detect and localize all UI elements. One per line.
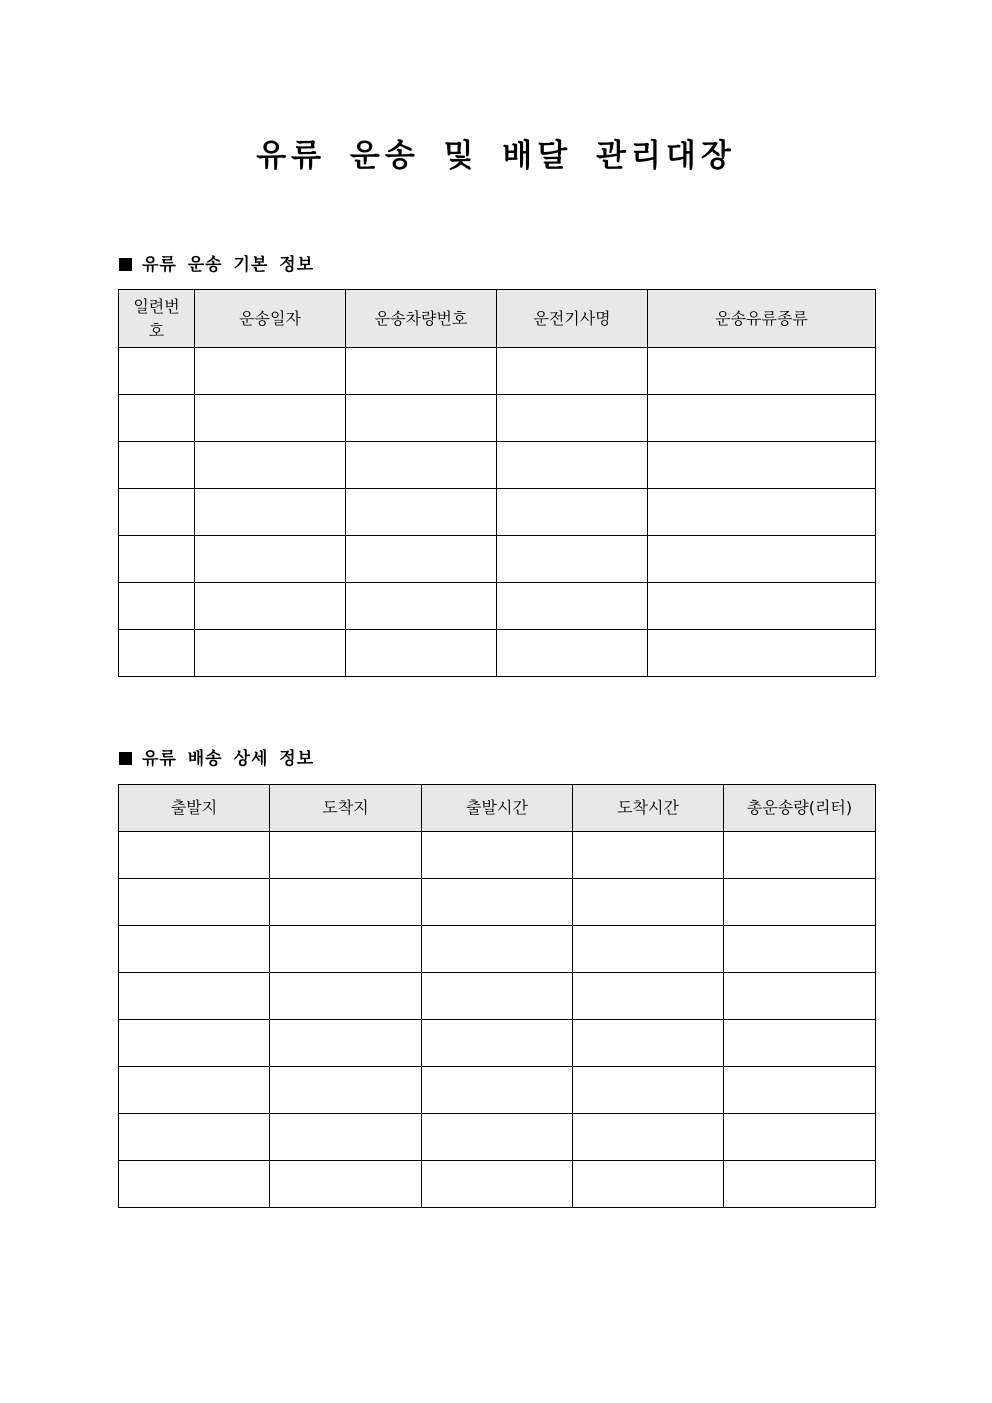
table-cell[interactable]: [195, 442, 346, 489]
table-cell[interactable]: [270, 832, 422, 879]
table-row: [119, 395, 876, 442]
table-cell[interactable]: [724, 926, 876, 973]
table-cell[interactable]: [119, 442, 195, 489]
table-cell[interactable]: [270, 879, 422, 926]
table-cell[interactable]: [270, 926, 422, 973]
section-heading-text: 유류 운송 기본 정보: [142, 255, 315, 275]
table-cell[interactable]: [119, 973, 270, 1020]
delivery-detail-table: [118, 784, 876, 1208]
column-header-total-volume: 총운송량(리터): [724, 785, 876, 832]
table-row: [119, 348, 876, 395]
table-row: [119, 583, 876, 630]
column-header-vehicle-number: 운송차량번호: [346, 290, 497, 348]
table-cell[interactable]: [648, 442, 876, 489]
table-cell[interactable]: [422, 832, 573, 879]
column-header-origin: 출발지: [119, 785, 270, 832]
table-cell[interactable]: [119, 630, 195, 677]
table-cell[interactable]: [119, 1020, 270, 1067]
table-cell[interactable]: [119, 832, 270, 879]
table-cell[interactable]: [497, 536, 648, 583]
table-cell[interactable]: [497, 583, 648, 630]
table-row: [119, 879, 876, 926]
table-cell[interactable]: [346, 630, 497, 677]
column-header-arrival-time: 도착시간: [573, 785, 724, 832]
table-cell[interactable]: [573, 879, 724, 926]
table-cell[interactable]: [119, 348, 195, 395]
square-bullet-icon: [119, 258, 132, 271]
table-cell[interactable]: [422, 926, 573, 973]
table-cell[interactable]: [648, 395, 876, 442]
square-bullet-icon: [119, 752, 132, 765]
table-cell[interactable]: [270, 1161, 422, 1208]
section-heading-delivery-detail: [119, 747, 314, 771]
table-row: [119, 832, 876, 879]
table-cell[interactable]: [573, 1161, 724, 1208]
table-cell[interactable]: [119, 536, 195, 583]
table-cell[interactable]: [119, 1161, 270, 1208]
table-cell[interactable]: [195, 630, 346, 677]
table-cell[interactable]: [270, 973, 422, 1020]
table-row: [119, 1114, 876, 1161]
section-heading-basic-info: [119, 253, 314, 277]
table-cell[interactable]: [724, 1067, 876, 1114]
table-cell[interactable]: [119, 1067, 270, 1114]
column-header-destination: 도착지: [270, 785, 422, 832]
table-cell[interactable]: [724, 832, 876, 879]
table-cell[interactable]: [497, 348, 648, 395]
table-cell[interactable]: [195, 536, 346, 583]
table-cell[interactable]: [422, 879, 573, 926]
table-cell[interactable]: [573, 1067, 724, 1114]
table-cell[interactable]: [573, 973, 724, 1020]
table-cell[interactable]: [195, 395, 346, 442]
table-cell[interactable]: [119, 1114, 270, 1161]
table-cell[interactable]: [119, 395, 195, 442]
column-header-fuel-type: 운송유류종류: [648, 290, 876, 348]
table-cell[interactable]: [346, 489, 497, 536]
document-title: 유류 운송 및 배달 관리대장: [256, 138, 736, 174]
column-header-departure-time: 출발시간: [422, 785, 573, 832]
table-cell[interactable]: [648, 630, 876, 677]
table-cell[interactable]: [573, 1020, 724, 1067]
table-header-row: [119, 290, 876, 348]
table-cell[interactable]: [648, 583, 876, 630]
table-cell[interactable]: [422, 1161, 573, 1208]
table-cell[interactable]: [724, 973, 876, 1020]
table-cell[interactable]: [422, 1114, 573, 1161]
table-cell[interactable]: [573, 926, 724, 973]
table-cell[interactable]: [119, 879, 270, 926]
table-cell[interactable]: [497, 630, 648, 677]
table-cell[interactable]: [422, 1067, 573, 1114]
column-header-serial-number: 일련번호: [119, 290, 195, 348]
table-row: [119, 973, 876, 1020]
table-cell[interactable]: [724, 1114, 876, 1161]
column-header-transport-date: 운송일자: [195, 290, 346, 348]
table-cell[interactable]: [573, 832, 724, 879]
table-cell[interactable]: [497, 395, 648, 442]
table-row: [119, 1161, 876, 1208]
table-cell[interactable]: [195, 348, 346, 395]
table-cell[interactable]: [270, 1114, 422, 1161]
table-row: [119, 1020, 876, 1067]
table-row: [119, 1067, 876, 1114]
table-cell[interactable]: [724, 1020, 876, 1067]
table-cell[interactable]: [648, 348, 876, 395]
table-cell[interactable]: [195, 583, 346, 630]
table-header-row: [119, 785, 876, 832]
table-cell[interactable]: [648, 536, 876, 583]
table-cell[interactable]: [346, 395, 497, 442]
table-cell[interactable]: [270, 1067, 422, 1114]
table-cell[interactable]: [497, 442, 648, 489]
table-cell[interactable]: [119, 583, 195, 630]
table-cell[interactable]: [573, 1114, 724, 1161]
table-cell[interactable]: [346, 348, 497, 395]
table-cell[interactable]: [724, 879, 876, 926]
table-cell[interactable]: [422, 1020, 573, 1067]
table-cell[interactable]: [648, 489, 876, 536]
basic-info-table: [118, 289, 876, 677]
table-row: [119, 630, 876, 677]
table-cell[interactable]: [346, 536, 497, 583]
table-row: [119, 442, 876, 489]
column-header-driver-name: 운전기사명: [497, 290, 648, 348]
table-row: [119, 489, 876, 536]
table-cell[interactable]: [195, 489, 346, 536]
table-cell[interactable]: [422, 973, 573, 1020]
table-cell[interactable]: [497, 489, 648, 536]
table-cell[interactable]: [346, 442, 497, 489]
table-row: [119, 926, 876, 973]
table-cell[interactable]: [346, 583, 497, 630]
table-cell[interactable]: [270, 1020, 422, 1067]
section-heading-text: 유류 배송 상세 정보: [142, 749, 315, 769]
table-cell[interactable]: [724, 1161, 876, 1208]
table-cell[interactable]: [119, 926, 270, 973]
table-row: [119, 536, 876, 583]
table-cell[interactable]: [119, 489, 195, 536]
